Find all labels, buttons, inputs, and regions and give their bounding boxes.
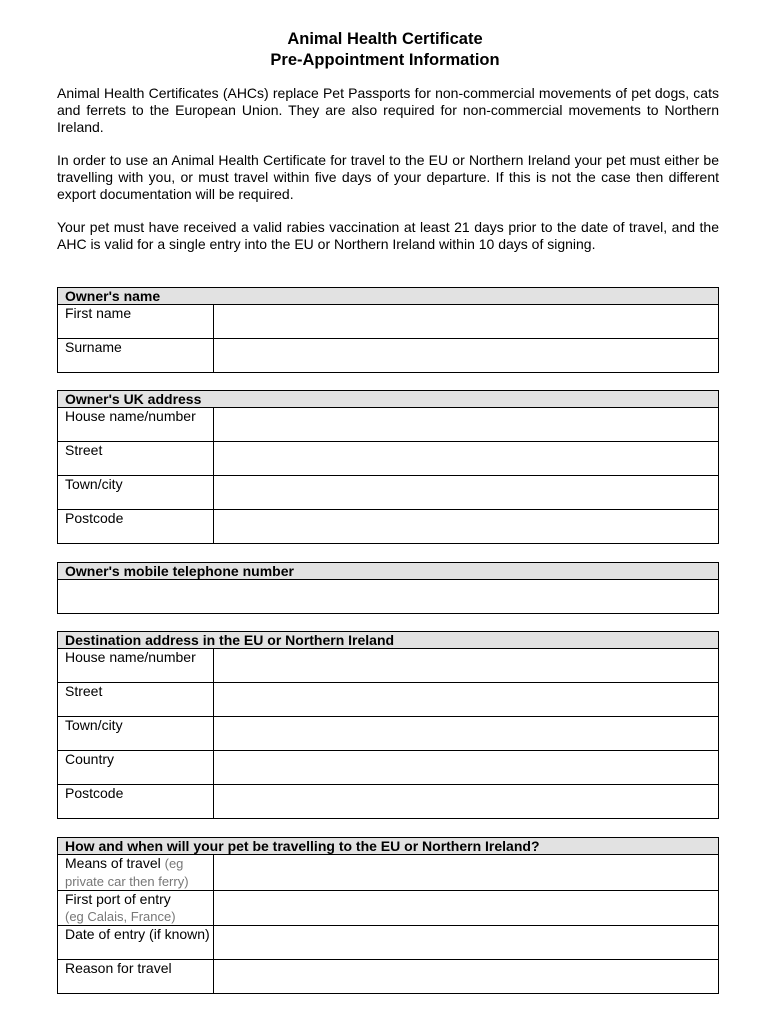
destination-header: Destination address in the EU or Northern Ireland (58, 632, 719, 649)
date-of-entry-label: Date of entry (if known) (58, 926, 214, 960)
travel-requirement-paragraph: In order to use an Animal Health Certificate for travel to the EU or Northern Ireland your pet must either be travelling with you, or must travel within five days of your departure. If this is not the case then different export documentation will be required. (57, 152, 719, 202)
street-label: Street (58, 442, 214, 476)
reason-for-travel-label: Reason for travel (58, 960, 214, 994)
dest-postcode-field[interactable] (214, 785, 719, 819)
owner-postcode-field[interactable] (214, 510, 719, 544)
dest-country-field[interactable] (214, 751, 719, 785)
means-of-travel-text: Means of travel (65, 855, 161, 871)
rabies-paragraph: Your pet must have received a valid rabies vaccination at least 21 days prior to the date of travel, and the AHC is valid for a single entry into the EU or Northern Ireland within 10 days of signing. (57, 219, 719, 252)
owner-address-section (57, 390, 719, 544)
dest-street-field[interactable] (214, 683, 719, 717)
owner-street-field[interactable] (214, 442, 719, 476)
first-name-field[interactable] (214, 305, 719, 339)
port-of-entry-hint: (eg Calais, France) (65, 908, 176, 924)
house-label: House name/number (58, 408, 214, 442)
port-of-entry-field[interactable] (214, 891, 719, 926)
dest-town-field[interactable] (214, 717, 719, 751)
owner-name-section (57, 287, 719, 373)
town-label: Town/city (58, 476, 214, 510)
owner-address-header: Owner's UK address (58, 391, 719, 408)
owner-house-field[interactable] (214, 408, 719, 442)
dest-postcode-label: Postcode (58, 785, 214, 819)
owner-mobile-section (57, 562, 719, 614)
first-name-label: First name (58, 305, 214, 339)
destination-address-section (57, 631, 719, 819)
intro-paragraph: Animal Health Certificates (AHCs) replace Pet Passports for non-commercial movements of pet dogs, cats and ferrets to the European Union. They are also required for non-commercial movements to Northern Ireland. (57, 85, 719, 135)
travel-header: How and when will your pet be travelling to the EU or Northern Ireland? (58, 838, 719, 855)
means-of-travel-label (58, 855, 214, 891)
reason-for-travel-field[interactable] (214, 960, 719, 994)
owner-town-field[interactable] (214, 476, 719, 510)
date-of-entry-field[interactable] (214, 926, 719, 960)
dest-street-label: Street (58, 683, 214, 717)
document-subtitle: Pre-Appointment Information (270, 51, 500, 69)
dest-house-label: House name/number (58, 649, 214, 683)
surname-label: Surname (58, 339, 214, 373)
document-title: Animal Health Certificate (287, 30, 483, 48)
mobile-number-field[interactable] (58, 580, 719, 614)
owner-name-header: Owner's name (58, 288, 719, 305)
dest-house-field[interactable] (214, 649, 719, 683)
surname-field[interactable] (214, 339, 719, 373)
travel-section (57, 837, 719, 994)
port-of-entry-label (58, 891, 214, 926)
port-of-entry-text: First port of entry (65, 891, 171, 907)
dest-town-label: Town/city (58, 717, 214, 751)
postcode-label: Postcode (58, 510, 214, 544)
means-of-travel-field[interactable] (214, 855, 719, 891)
owner-mobile-header: Owner's mobile telephone number (58, 563, 719, 580)
means-of-travel-hint: (eg private car then ferry) (65, 856, 189, 889)
dest-country-label: Country (58, 751, 214, 785)
